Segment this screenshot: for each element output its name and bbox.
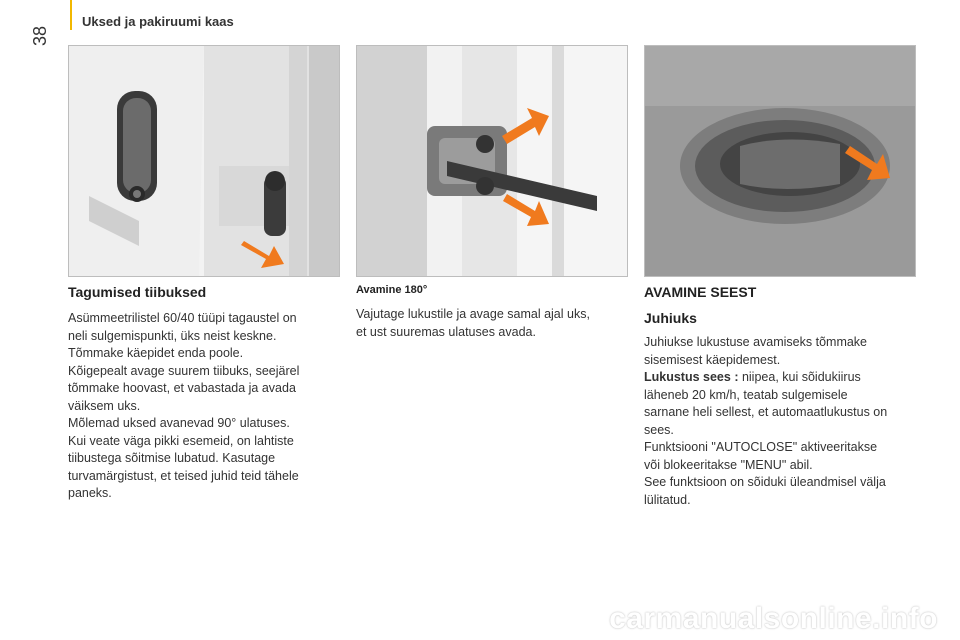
page-number: 38	[30, 25, 50, 46]
section-title: Uksed ja pakiruumi kaas	[82, 14, 234, 29]
door-hinge-illustration	[356, 45, 628, 277]
opening-inside-title: AVAMINE SEEST	[644, 284, 757, 300]
rear-doors-title: Tagumised tiibuksed	[68, 284, 207, 300]
watermark: carmanualsonline.info	[609, 602, 938, 635]
accent-bar	[70, 0, 72, 30]
driver-door-body: Juhiukse lukustuse avamiseks tõmmake sisemisest käepidemest. Lukustus sees : niipea, kui sõidukiirus läheneb 20 km/h, teatab sulgemisele sarnane heli sellest, et automaatlukustus on sees. Funktsiooni "AUTOCLOSE" aktiveeritakse või blokeeritakse "MENU" abil. See funktsioon on sõiduki üleandmisel välja lülitatud.	[644, 335, 888, 507]
rear-door-handle-drawing	[69, 46, 339, 276]
rear-doors-body: Asümmeetrilistel 60/40 tüüpi tagaustel on neli sulgemispunkti, üks neist keskne. Tõmmake käepidet enda poole. Kõigepealt avage suurem tiibuks, seejärel tõmmake hoovast, et vabastada ja avada väiksem uks. Mõlemad uksed avanevad 90° ulatuses. Kui veate väga pikki esemeid, on lahtiste tiibustega sõitmise lubatud. Kasutage turvamärgistust, et teised juhid teid tähele paneks.	[68, 311, 300, 500]
opening-inside-section	[644, 284, 916, 509]
opening-180-caption: Avamine 180°	[356, 284, 428, 296]
locking-on-label: Lukustus sees :	[644, 370, 739, 384]
rear-door-handle-illustration	[68, 45, 340, 277]
opening-180-body: Vajutage lukustile ja avage samal ajal uks, et ust suuremas ulatuses avada.	[356, 307, 590, 339]
opening-180-section	[356, 284, 628, 341]
interior-handle-drawing	[645, 46, 915, 276]
door-hinge-drawing	[357, 46, 627, 276]
rear-doors-section	[68, 284, 340, 503]
interior-door-handle-illustration	[644, 45, 916, 277]
driver-door-subtitle: Juhiuks	[644, 310, 697, 326]
